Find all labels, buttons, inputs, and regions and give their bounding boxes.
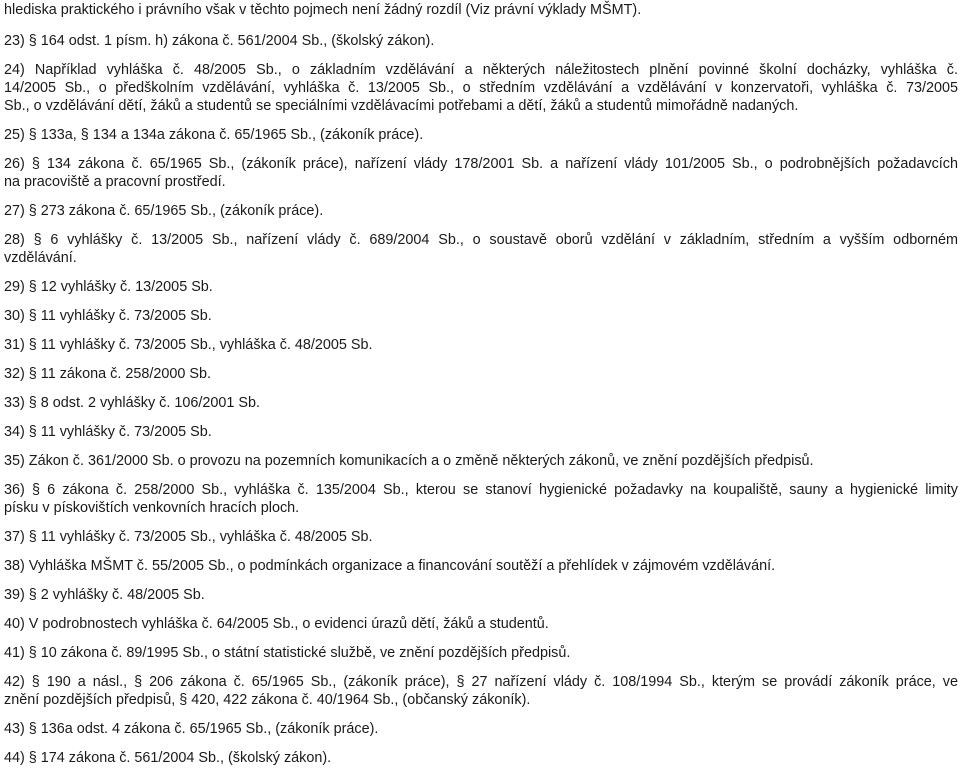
footnote-24-line-1: 24) Například vyhláška č. 48/2005 Sb., o základním vzdělávání a některých náležitostech plnění povinné školní docházky, vyhláška č. <box>4 62 958 78</box>
footnote-36-line-2: písku v pískovištích venkovních hracích ploch. <box>4 500 300 516</box>
footnote-34: 34) § 11 vyhlášky č. 73/2005 Sb. <box>4 424 212 440</box>
footnote-23: 23) § 164 odst. 1 písm. h) zákona č. 561/2004 Sb., (školský zákon). <box>4 33 435 49</box>
footnote-25: 25) § 133a, § 134 a 134a zákona č. 65/1965 Sb., (zákoník práce). <box>4 127 424 143</box>
footnote-35: 35) Zákon č. 361/2000 Sb. o provozu na pozemních komunikacích a o změně některých zákonů, ve znění pozdějších předpisů. <box>4 453 814 469</box>
footnote-36-line-1: 36) § 6 zákona č. 258/2000 Sb., vyhláška č. 135/2004 Sb., kterou se stanoví hygienické požadavky na koupaliště, sauny a hygienické limity <box>4 482 958 498</box>
footnote-41: 41) § 10 zákona č. 89/1995 Sb., o státní statistické službě, ve znění pozdějších předpisů. <box>4 645 571 661</box>
footnote-28-line-1: 28) § 6 vyhlášky č. 13/2005 Sb., nařízení vlády č. 689/2004 Sb., o soustavě oborů vzdělání v základním, středním a vyšším odborném <box>4 232 958 248</box>
footnote-29: 29) § 12 vyhlášky č. 13/2005 Sb. <box>4 279 213 295</box>
footnote-42-line-2: znění pozdějších předpisů, § 420, 422 zákona č. 40/1964 Sb., (občanský zákoník). <box>4 692 531 708</box>
text-line: hlediska praktického i právního však v těchto pojmech není žádný rozdíl (Viz právní výklady MŠMT). <box>4 2 642 18</box>
footnote-26-line-2: na pracoviště a pracovní prostředí. <box>4 174 226 190</box>
footnote-43: 43) § 136a odst. 4 zákona č. 65/1965 Sb., (zákoník práce). <box>4 721 379 737</box>
footnote-30: 30) § 11 vyhlášky č. 73/2005 Sb. <box>4 308 212 324</box>
footnote-26-line-1: 26) § 134 zákona č. 65/1965 Sb., (zákoník práce), nařízení vlády 178/2001 Sb. a nařízení vlády 101/2005 Sb., o podrobnějších požadavcích <box>4 156 958 172</box>
footnote-42-line-1: 42) § 190 a násl., § 206 zákona č. 65/1965 Sb., (zákoník práce), § 27 nařízení vlády č. 108/1994 Sb., kterým se provádí zákoník práce, ve <box>4 674 958 690</box>
footnote-37: 37) § 11 vyhlášky č. 73/2005 Sb., vyhláška č. 48/2005 Sb. <box>4 529 373 545</box>
footnote-24-line-2: 14/2005 Sb., o předškolním vzdělávání, vyhláška č. 13/2005 Sb., o středním vzdělávání a vzdělávání v konzervatoři, vyhláška č. 73/2005 <box>4 80 958 96</box>
footnote-32: 32) § 11 zákona č. 258/2000 Sb. <box>4 366 211 382</box>
footnote-27: 27) § 273 zákona č. 65/1965 Sb., (zákoník práce). <box>4 203 324 219</box>
footnote-31: 31) § 11 vyhlášky č. 73/2005 Sb., vyhláška č. 48/2005 Sb. <box>4 337 373 353</box>
footnote-24-line-3: Sb., o vzdělávání dětí, žáků a studentů se speciálními vzdělávacími potřebami a dětí, žáků a studentů mimořádně nadaných. <box>4 98 799 114</box>
footnote-28-line-2: vzdělávání. <box>4 250 77 266</box>
footnote-40: 40) V podrobnostech vyhláška č. 64/2005 Sb., o evidenci úrazů dětí, žáků a studentů. <box>4 616 549 632</box>
footnote-33: 33) § 8 odst. 2 vyhlášky č. 106/2001 Sb. <box>4 395 260 411</box>
footnote-44: 44) § 174 zákona č. 561/2004 Sb., (školský zákon). <box>4 750 332 766</box>
footnote-38: 38) Vyhláška MŠMT č. 55/2005 Sb., o podmínkách organizace a financování soutěží a přehlídek v zájmovém vzdělávání. <box>4 558 776 574</box>
footnote-39: 39) § 2 vyhlášky č. 48/2005 Sb. <box>4 587 205 603</box>
